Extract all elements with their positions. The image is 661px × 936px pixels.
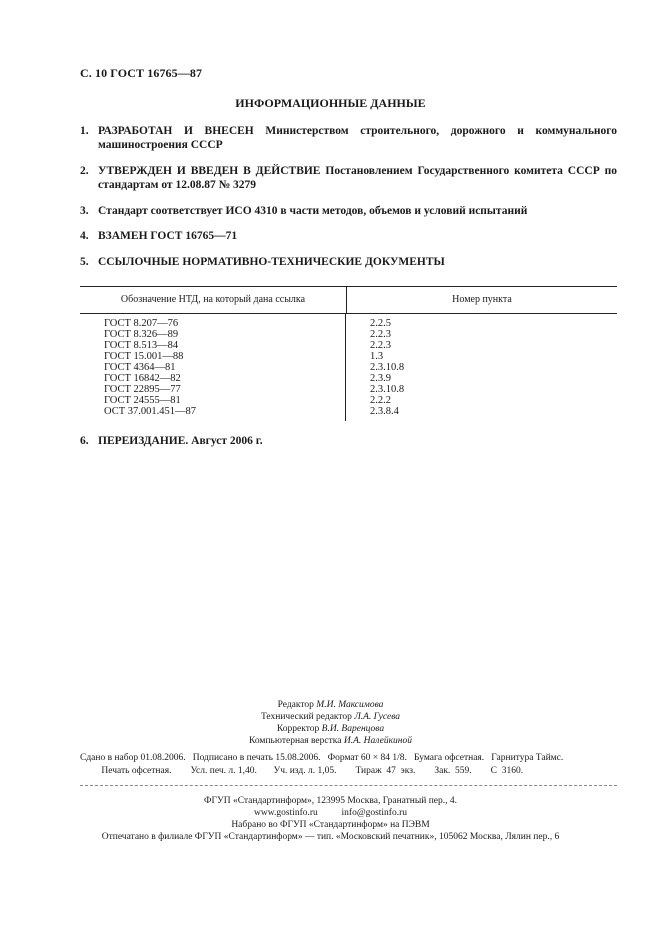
table-cell-document: ОСТ 37.001.451—87 (104, 406, 197, 417)
section-title: ИНФОРМАЦИОННЫЕ ДАННЫЕ (235, 96, 426, 110)
item-number: 2. (80, 165, 89, 177)
print-info-line-1: Сдано в набор 01.08.2006. Подписано в печать 15.08.2006. Формат 60 × 84 1/8. Бумага офсетная. Гарнитура Таймс. (80, 753, 564, 763)
table-cell-clause: 2.2.3 (370, 340, 391, 351)
column-header-clause: Номер пункта (452, 294, 512, 305)
table-cell-clause: 1.3 (370, 351, 384, 362)
page-header: С. 10 ГОСТ 16765—87 (80, 66, 203, 80)
info-item-6 (80, 434, 617, 448)
table-body (80, 314, 617, 421)
table-cell-document: ГОСТ 16842—82 (104, 373, 181, 384)
footer-web: www.gostinfo.ru info@gostinfo.ru (254, 808, 407, 818)
info-item-5 (80, 255, 617, 269)
table-cell-document: ГОСТ 8.513—84 (104, 340, 179, 351)
info-item-1 (80, 124, 617, 152)
footer-typeset: Набрано во ФГУП «Стандартинформ» на ПЭВМ (231, 820, 430, 830)
table-cell-document: ГОСТ 15.001—88 (104, 351, 184, 362)
item-number: 5. (80, 256, 89, 268)
clause-column (346, 314, 617, 421)
imprint-layout: Компьютерная верстка И.А. Налейкиной (249, 736, 412, 746)
item-text: УТВЕРЖДЕН И ВВЕДЕН В ДЕЙСТВИЕ Постановлением Государственного комитета СССР по стандартам от 12.08.87 № 3279 (98, 165, 617, 191)
table-cell-document: ГОСТ 4364—81 (104, 362, 176, 373)
print-info-line-2: Печать офсетная. Усл. печ. л. 1,40. Уч. изд. л. 1,05. Тираж 47 экз. Зак. 559. С 3160. (80, 766, 524, 776)
table-cell-clause: 2.2.5 (370, 318, 391, 329)
item-number: 6. (80, 435, 89, 447)
item-text: РАЗРАБОТАН И ВНЕСЕН Министерством строительного, дорожного и коммунального машиностроения СССР (98, 125, 617, 151)
item-number: 4. (80, 230, 89, 242)
imprint-editor: Редактор М.И. Максимова (277, 700, 384, 710)
table-header (80, 287, 617, 314)
table-cell-document: ГОСТ 22895—77 (104, 384, 181, 395)
item-number: 3. (80, 205, 89, 217)
info-item-3 (80, 204, 617, 218)
document-column (80, 314, 346, 421)
item-text: ВЗАМЕН ГОСТ 16765—71 (98, 230, 238, 242)
item-text: ССЫЛОЧНЫЕ НОРМАТИВНО-ТЕХНИЧЕСКИЕ ДОКУМЕНТЫ (98, 256, 445, 268)
table-cell-clause: 2.2.3 (370, 329, 391, 340)
table-cell-clause: 2.2.2 (370, 395, 391, 406)
footer-publisher: ФГУП «Стандартинформ», 123995 Москва, Гранатный пер., 4. (203, 796, 458, 806)
info-item-4 (80, 229, 617, 243)
table-cell-document: ГОСТ 8.207—76 (104, 318, 179, 329)
table-cell-clause: 2.3.8.4 (370, 406, 399, 417)
table-cell-clause: 2.3.9 (370, 373, 391, 384)
imprint-corrector: Корректор В.И. Варенцова (276, 724, 385, 734)
divider (80, 785, 617, 786)
table-cell-clause: 2.3.10.8 (370, 384, 405, 395)
info-item-2 (80, 164, 617, 192)
references-table (80, 286, 617, 421)
table-cell-document: ГОСТ 8.326—89 (104, 329, 179, 340)
footer-printed: Отпечатано в филиале ФГУП «Стандартинформ» — тип. «Московский печатник», 105062 Москва, Лялин пер., 6 (101, 832, 560, 842)
imprint-tech-editor: Технический редактор Л.А. Гусева (260, 712, 401, 722)
item-number: 1. (80, 125, 89, 137)
table-cell-document: ГОСТ 24555—81 (104, 395, 181, 406)
table-cell-clause: 2.3.10.8 (370, 362, 405, 373)
column-header-document: Обозначение НТД, на который дана ссылка (80, 287, 347, 313)
item-text: ПЕРЕИЗДАНИЕ. Август 2006 г. (98, 435, 263, 447)
item-text: Стандарт соответствует ИСО 4310 в части методов, объемов и условий испытаний (98, 205, 528, 217)
